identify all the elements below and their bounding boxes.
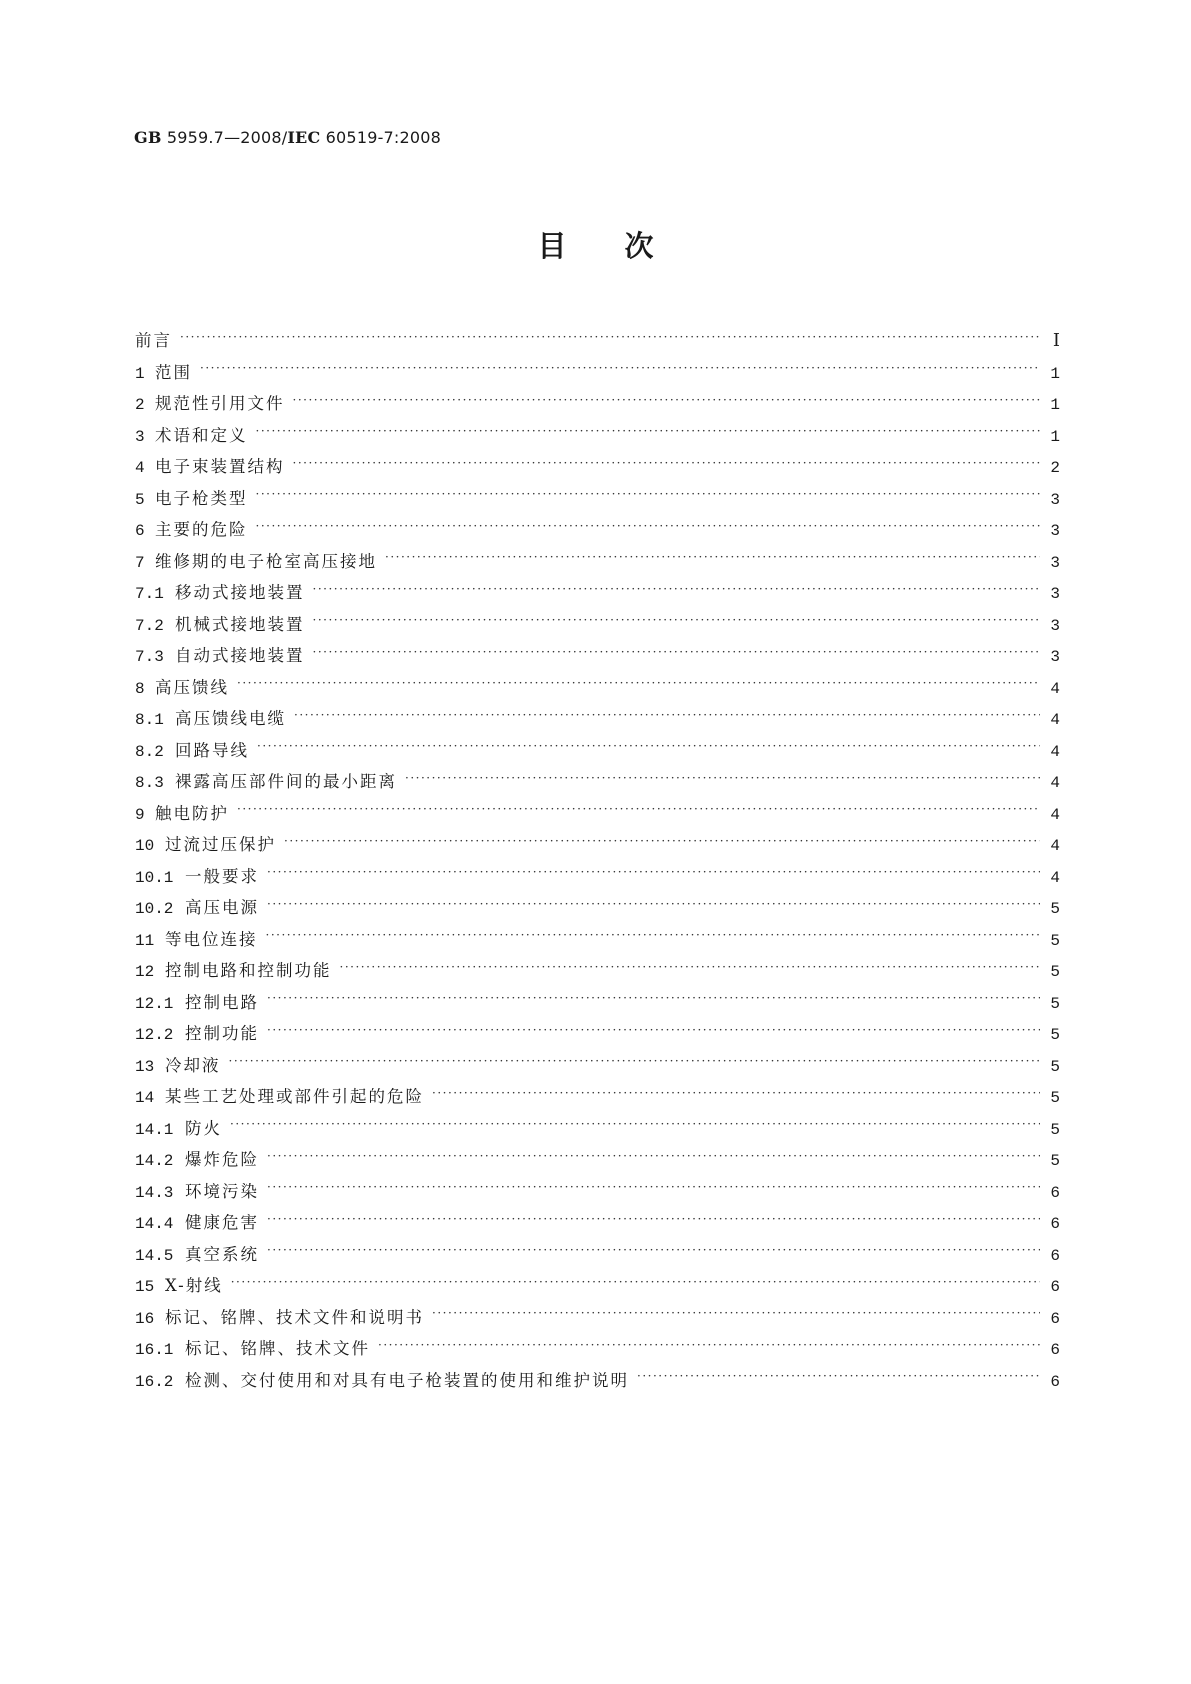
toc-leader-dots bbox=[432, 1306, 1040, 1323]
toc-entry[interactable] bbox=[135, 1178, 1060, 1210]
toc-entry-title: 维修期的电子枪室高压接地 bbox=[155, 551, 377, 571]
toc-entry-number: 6 bbox=[135, 522, 145, 540]
toc-entry-title: 规范性引用文件 bbox=[155, 394, 285, 413]
toc-leader-dots bbox=[267, 1212, 1040, 1229]
toc-leader-dots bbox=[267, 1180, 1040, 1197]
toc-entry-number: 10.1 bbox=[135, 868, 174, 887]
toc-entry-page: 6 bbox=[1050, 1215, 1060, 1233]
toc-entry-title: 标记、铭牌、技术文件和说明书 bbox=[165, 1307, 424, 1327]
toc-leader-dots bbox=[284, 834, 1040, 851]
toc-entry-page: 2 bbox=[1050, 459, 1060, 477]
toc-leader-dots bbox=[256, 424, 1041, 441]
toc-entry-page: 5 bbox=[1050, 900, 1060, 918]
toc-entry-title: 检测、交付使用和对具有电子枪装置的使用和维护说明 bbox=[185, 1370, 629, 1390]
toc-entry-number: 8.2 bbox=[135, 742, 164, 761]
toc-leader-dots bbox=[256, 487, 1041, 504]
toc-entry[interactable] bbox=[135, 579, 1060, 611]
toc-leader-dots bbox=[294, 708, 1040, 725]
toc-entry[interactable] bbox=[135, 1241, 1060, 1273]
toc-entry[interactable] bbox=[135, 327, 1060, 359]
toc-entry-page: 4 bbox=[1050, 711, 1060, 729]
toc-entry-number: 16.1 bbox=[135, 1341, 174, 1359]
toc-entry-number: 5 bbox=[135, 490, 145, 509]
toc-entry[interactable] bbox=[135, 800, 1060, 832]
toc-entry-number: 1 bbox=[135, 364, 145, 383]
toc-entry-number: 12 bbox=[135, 963, 155, 981]
toc-leader-dots bbox=[267, 897, 1040, 914]
toc-entry-title: 高压电源 bbox=[185, 898, 259, 917]
toc-entry-title: 裸露高压部件间的最小距离 bbox=[175, 772, 397, 791]
toc-entry-title: 控制功能 bbox=[185, 1024, 259, 1043]
toc-entry-page: 3 bbox=[1050, 553, 1060, 572]
toc-entry[interactable] bbox=[135, 1052, 1060, 1084]
toc-entry[interactable] bbox=[135, 359, 1060, 391]
toc-entry[interactable] bbox=[135, 674, 1060, 706]
toc-leader-dots bbox=[237, 802, 1040, 819]
toc-entry-title: 某些工艺处理或部件引起的危险 bbox=[165, 1087, 424, 1106]
toc-leader-dots bbox=[267, 1149, 1040, 1166]
toc-leader-dots bbox=[313, 613, 1041, 630]
toc-entry[interactable] bbox=[135, 1146, 1060, 1178]
toc-entry-title: 真空系统 bbox=[185, 1244, 259, 1264]
toc-entry-number: 7.2 bbox=[135, 616, 164, 635]
toc-entry-title: 电子枪类型 bbox=[155, 488, 248, 508]
toc-entry-page: 4 bbox=[1050, 837, 1060, 855]
toc-entry-page: 3 bbox=[1050, 490, 1060, 509]
toc-entry-title: 回路导线 bbox=[175, 740, 249, 760]
toc-entry-page: 1 bbox=[1050, 396, 1060, 414]
toc-entry-page: 5 bbox=[1050, 1026, 1060, 1044]
toc-leader-dots bbox=[256, 519, 1041, 536]
toc-entry-title: 高压馈线 bbox=[155, 677, 229, 697]
gb-prefix: GB bbox=[134, 128, 162, 147]
toc-entry[interactable] bbox=[135, 768, 1060, 800]
toc-entry[interactable] bbox=[135, 1304, 1060, 1336]
toc-leader-dots bbox=[229, 1054, 1041, 1071]
toc-entry-title: 控制电路 bbox=[185, 992, 259, 1012]
toc-entry-page: 5 bbox=[1050, 931, 1060, 950]
toc-entry-title: 机械式接地装置 bbox=[175, 614, 305, 634]
toc-entry[interactable] bbox=[135, 1020, 1060, 1052]
toc-entry-page: 3 bbox=[1050, 616, 1060, 635]
toc-entry-title: 术语和定义 bbox=[155, 425, 248, 445]
toc-entry-title: X-射线 bbox=[165, 1276, 223, 1295]
toc-entry-title: 主要的危险 bbox=[155, 520, 248, 539]
toc-entry[interactable] bbox=[135, 390, 1060, 422]
toc-entry-page: 4 bbox=[1050, 679, 1060, 698]
toc-leader-dots bbox=[293, 393, 1041, 410]
toc-leader-dots bbox=[200, 361, 1040, 378]
toc-entry-title: 电子束装置结构 bbox=[155, 457, 285, 476]
toc-leader-dots bbox=[267, 1243, 1040, 1260]
toc-leader-dots bbox=[267, 865, 1040, 882]
toc-entry-number: 12.1 bbox=[135, 994, 174, 1013]
toc-entry-page: 6 bbox=[1050, 1246, 1060, 1265]
toc-entry-page: 5 bbox=[1050, 994, 1060, 1013]
toc-leader-dots bbox=[385, 550, 1040, 567]
iec-number: 60519-7:2008 bbox=[320, 128, 442, 147]
toc-entry-number: 8.1 bbox=[135, 711, 164, 729]
toc-leader-dots bbox=[231, 1275, 1040, 1292]
toc-entry-number: 15 bbox=[135, 1278, 155, 1296]
toc-entry-number: 2 bbox=[135, 396, 145, 414]
toc-entry[interactable] bbox=[135, 1367, 1060, 1399]
toc-leader-dots bbox=[637, 1369, 1040, 1386]
toc-entry-page: 5 bbox=[1050, 1089, 1060, 1107]
toc-entry-title: 防火 bbox=[185, 1118, 222, 1138]
toc-entry-number: 4 bbox=[135, 459, 145, 477]
toc-entry-page: 4 bbox=[1050, 868, 1060, 887]
toc-entry-page: 6 bbox=[1050, 1372, 1060, 1391]
toc-entry-title: 冷却液 bbox=[165, 1055, 221, 1075]
toc-entry-number: 14.4 bbox=[135, 1215, 174, 1233]
toc-entry[interactable] bbox=[135, 516, 1060, 548]
toc-entry-number: 7 bbox=[135, 553, 145, 572]
toc-entry-page: 3 bbox=[1050, 522, 1060, 540]
toc-entry[interactable] bbox=[135, 1335, 1060, 1367]
toc-entry-page: 1 bbox=[1050, 427, 1060, 446]
toc-entry-title: 标记、铭牌、技术文件 bbox=[185, 1339, 370, 1358]
toc-entry-number: 14 bbox=[135, 1089, 155, 1107]
toc-leader-dots bbox=[230, 1117, 1040, 1134]
document-code bbox=[134, 128, 441, 147]
toc-entry-title: 一般要求 bbox=[185, 866, 259, 886]
toc-entry[interactable] bbox=[135, 1209, 1060, 1241]
toc-leader-dots bbox=[405, 771, 1040, 788]
toc-entry-page: 4 bbox=[1050, 742, 1060, 761]
toc-entry-number: 12.2 bbox=[135, 1026, 174, 1044]
gb-number: 5959.7—2008/ bbox=[161, 128, 288, 147]
iec-prefix: IEC bbox=[287, 128, 321, 147]
toc-entry-page: 6 bbox=[1050, 1309, 1060, 1328]
toc-leader-dots bbox=[313, 645, 1041, 662]
toc-entry[interactable] bbox=[135, 957, 1060, 989]
toc-entry-number: 9 bbox=[135, 805, 145, 824]
toc-leader-dots bbox=[378, 1338, 1040, 1355]
toc-entry-number: 14.5 bbox=[135, 1246, 174, 1265]
toc-entry-title: 前言 bbox=[135, 331, 172, 350]
toc-entry[interactable] bbox=[135, 485, 1060, 517]
toc-entry-title: 过流过压保护 bbox=[165, 835, 276, 854]
toc-entry-title: 健康危害 bbox=[185, 1213, 259, 1232]
toc-leader-dots bbox=[237, 676, 1040, 693]
toc-leader-dots bbox=[180, 330, 1040, 347]
table-of-contents bbox=[135, 327, 1060, 1398]
toc-entry-title: 自动式接地装置 bbox=[175, 646, 305, 665]
toc-entry[interactable] bbox=[135, 1115, 1060, 1147]
toc-entry-number: 7.1 bbox=[135, 585, 164, 603]
toc-entry-number: 7.3 bbox=[135, 648, 164, 666]
toc-leader-dots bbox=[257, 739, 1040, 756]
toc-entry[interactable] bbox=[135, 831, 1060, 863]
toc-entry-number: 16 bbox=[135, 1309, 155, 1328]
toc-entry[interactable] bbox=[135, 863, 1060, 895]
toc-leader-dots bbox=[313, 582, 1041, 599]
toc-entry[interactable] bbox=[135, 642, 1060, 674]
toc-entry[interactable] bbox=[135, 1083, 1060, 1115]
toc-entry-number: 8 bbox=[135, 679, 145, 698]
toc-entry-number: 16.2 bbox=[135, 1372, 174, 1391]
toc-entry-title: 等电位连接 bbox=[165, 929, 258, 949]
toc-entry-page: 3 bbox=[1050, 648, 1060, 666]
toc-entry-title: 环境污染 bbox=[185, 1181, 259, 1201]
toc-leader-dots bbox=[267, 1023, 1040, 1040]
toc-entry-number: 13 bbox=[135, 1057, 155, 1076]
toc-entry[interactable] bbox=[135, 422, 1060, 454]
toc-entry[interactable] bbox=[135, 705, 1060, 737]
toc-entry-page: 5 bbox=[1050, 1120, 1060, 1139]
toc-entry[interactable] bbox=[135, 926, 1060, 958]
toc-leader-dots bbox=[432, 1086, 1040, 1103]
toc-entry-title: 范围 bbox=[155, 362, 192, 382]
toc-entry-page: 5 bbox=[1050, 1152, 1060, 1170]
toc-entry[interactable] bbox=[135, 894, 1060, 926]
toc-entry-number: 10 bbox=[135, 837, 155, 855]
toc-entry[interactable] bbox=[135, 548, 1060, 580]
toc-leader-dots bbox=[266, 928, 1041, 945]
toc-entry-title: 触电防护 bbox=[155, 803, 229, 823]
toc-leader-dots bbox=[293, 456, 1041, 473]
toc-entry-page: 1 bbox=[1050, 364, 1060, 383]
toc-entry-number: 14.2 bbox=[135, 1152, 174, 1170]
toc-entry-title: 爆炸危险 bbox=[185, 1150, 259, 1169]
toc-leader-dots bbox=[340, 960, 1041, 977]
toc-entry-page: 5 bbox=[1050, 1057, 1060, 1076]
toc-entry-page: 3 bbox=[1050, 585, 1060, 603]
toc-entry[interactable] bbox=[135, 737, 1060, 769]
toc-entry-title: 高压馈线电缆 bbox=[175, 709, 286, 728]
toc-entry-page: Ⅰ bbox=[1052, 330, 1060, 351]
toc-entry[interactable] bbox=[135, 453, 1060, 485]
toc-entry-number: 3 bbox=[135, 427, 145, 446]
toc-entry-number: 10.2 bbox=[135, 900, 174, 918]
toc-entry-page: 6 bbox=[1050, 1183, 1060, 1202]
toc-entry-title: 控制电路和控制功能 bbox=[165, 961, 332, 980]
toc-entry-title: 移动式接地装置 bbox=[175, 583, 305, 602]
toc-entry-page: 6 bbox=[1050, 1341, 1060, 1359]
toc-entry[interactable] bbox=[135, 989, 1060, 1021]
toc-leader-dots bbox=[267, 991, 1040, 1008]
toc-entry-page: 5 bbox=[1050, 963, 1060, 981]
toc-entry-number: 8.3 bbox=[135, 774, 164, 792]
toc-entry-page: 6 bbox=[1050, 1278, 1060, 1296]
toc-entry-number: 14.3 bbox=[135, 1183, 174, 1202]
toc-entry-page: 4 bbox=[1050, 805, 1060, 824]
toc-entry-number: 11 bbox=[135, 931, 155, 950]
page-title: 目次 bbox=[537, 229, 712, 263]
toc-entry[interactable] bbox=[135, 611, 1060, 643]
toc-entry-number: 14.1 bbox=[135, 1120, 174, 1139]
toc-entry[interactable] bbox=[135, 1272, 1060, 1304]
toc-entry-page: 4 bbox=[1050, 774, 1060, 792]
